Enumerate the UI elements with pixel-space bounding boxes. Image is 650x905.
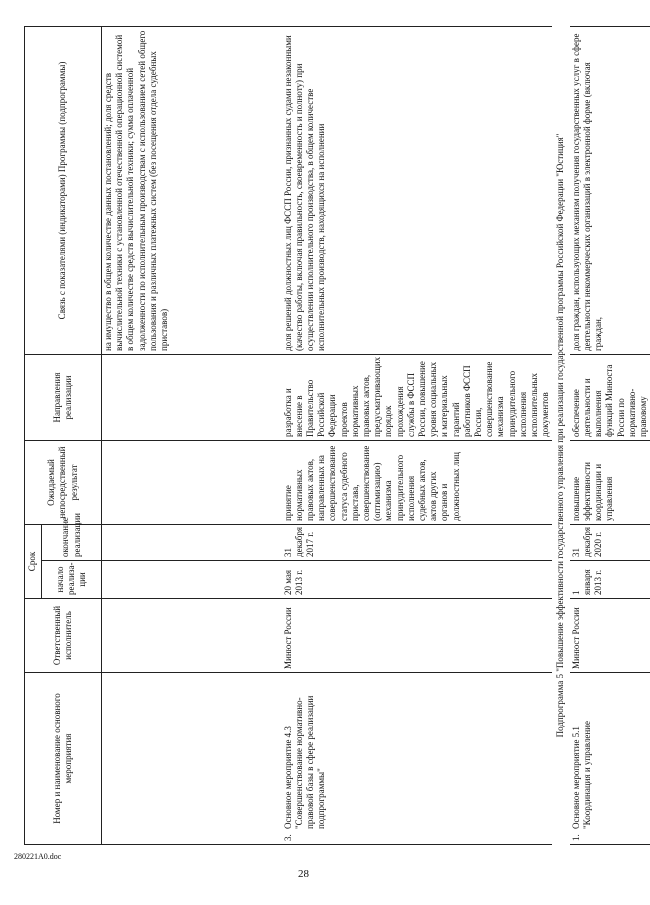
row-name: [570, 673, 650, 845]
header-executor: Ответственный исполнитель: [25, 599, 102, 673]
row-result: повышение эффективности координации и управления: [570, 440, 650, 524]
header-indicators: Связь с показателями (индикаторами) Программы (подпрограммы): [25, 26, 102, 354]
header-start: начало реализа-ции: [42, 561, 102, 599]
table-row: [570, 26, 650, 844]
row-start: [102, 561, 282, 599]
row-indicators: на имущество в общем количестве данных постановлений; доля средств вычислительной техники с установленной отечественной операционной системой в общем количестве средств вычислительной техники; сумма оплаченной задолженности по исполнительным производствам с использованием сетей общего пользования и различных платежных систем (без посещения отдела судебных приставов): [102, 26, 282, 354]
row-indicators: доля граждан, использующих механизм получения государственных услуг в сфере деятельности некоммерческих организаций в электронной форме (включая граждан,: [570, 26, 650, 354]
header-term: Срок: [25, 524, 42, 598]
subprogram-heading-row: [552, 26, 570, 844]
table-row: [282, 26, 553, 844]
row-name: [282, 673, 553, 845]
footer-code: 280221A0.doc: [14, 852, 62, 861]
row-title: Основное мероприятие 5.1 "Координация и управление: [570, 721, 593, 829]
table-row: [102, 26, 282, 844]
activities-table: [24, 26, 650, 845]
row-start: 20 мая 2013 г.: [282, 561, 553, 599]
page-number: 28: [298, 868, 309, 880]
header-end: окончание реализации: [42, 524, 102, 560]
row-directions: разработка и внесение в Правительство Российской Федерации проектов нормативных правовых актов, предусматривающих порядок прохождения службы в ФССП России, повышение уровня социальных и материальных гарантий работников ФССП России, совершенствование механизма принудительного исполнения исполнительных документов: [282, 354, 553, 440]
row-name: [102, 673, 282, 845]
row-executor: [102, 599, 282, 673]
row-end: 31 декабря 2020 г.: [570, 524, 650, 560]
row-result: принятие нормативных правовых актов, направленных на совершенствование статуса судебного пристава, совершенствование (оптимизацию) механизма принудительного исполнения судебных актов, актов других органов и должностных лиц: [282, 440, 553, 524]
row-title: Основное мероприятие 4.3 "Совершенствование нормативно-правовой базы в сфере реализации подпрограммы": [282, 695, 327, 829]
row-end: [102, 524, 282, 560]
row-number: 1.: [570, 834, 581, 841]
header-result: Ожидаемый непосредственный результат: [25, 440, 102, 524]
row-executor: Минюст России: [282, 599, 553, 673]
row-result: [102, 440, 282, 524]
header-directions: Направления реализации: [25, 354, 102, 440]
row-directions: обеспечение деятельности и выполнения функций Минюста России по нормативно-правовому: [570, 354, 650, 440]
row-executor: Минюст России: [570, 599, 650, 673]
row-end: 31 декабря 2017 г.: [282, 524, 553, 560]
subprogram-heading: Подпрограмма 5 "Повышение эффективности государственного управления при реализации государственной программы Российской Федерации "Юстиция": [555, 133, 566, 738]
header-name: Номер и наименование основного мероприятия: [25, 673, 102, 845]
row-indicators: доля решений должностных лиц ФССП России, признанных судами незаконными (качество работы, включая правильность, своевременность и полноту) при осуществлении исполнительного производства, в общем количестве исполнительных производств, находящихся на исполнении: [282, 26, 553, 354]
row-number: 3.: [282, 834, 293, 841]
rotated-table-area: [24, 27, 649, 845]
row-directions: [102, 354, 282, 440]
row-start: 1 января 2013 г.: [570, 561, 650, 599]
